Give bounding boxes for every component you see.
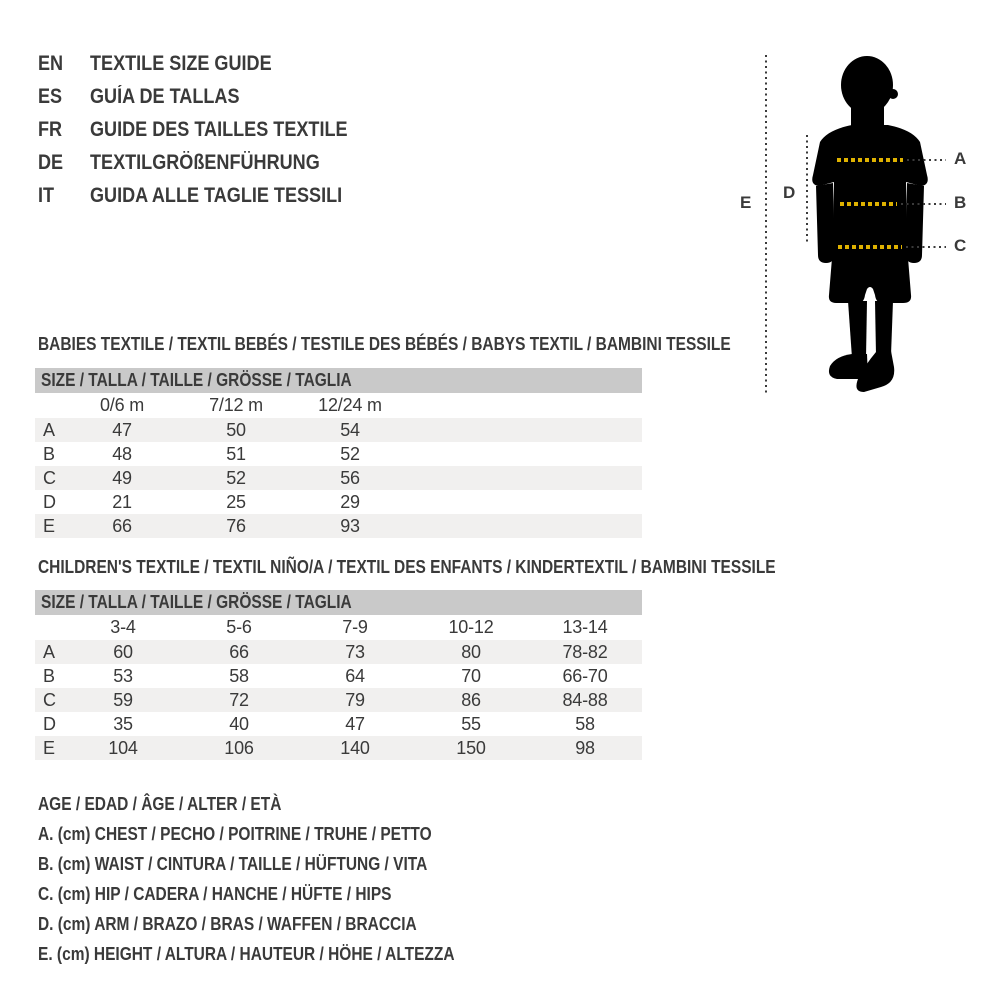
language-code: DE — [38, 150, 64, 174]
language-title: GUIDA ALLE TAGLIE TESSILI — [90, 183, 343, 207]
column-header: 0/6 m — [99, 395, 145, 415]
cell-value: 58 — [575, 713, 595, 734]
cell-value: 50 — [226, 419, 246, 440]
legend-text: D. (cm) ARM / BRAZO / BRAS / WAFFEN / BRACCIA — [38, 913, 417, 934]
children-section-title-text: CHILDREN'S TEXTILE / TEXTIL NIÑO/A / TEXTIL DES ENFANTS / KINDERTEXTIL / BAMBINI TESSILE — [38, 557, 776, 577]
language-code: ES — [38, 84, 63, 108]
cell-value: 60 — [113, 641, 133, 662]
row-label: B — [43, 443, 55, 464]
column-header: 10-12 — [448, 617, 494, 637]
table-row-c — [35, 466, 642, 490]
legend-text: AGE / EDAD / ÂGE / ALTER / ETÀ — [38, 793, 282, 814]
row-label: E — [43, 737, 55, 758]
measure-label-a: A — [954, 149, 967, 168]
size-header-text: SIZE / TALLA / TAILLE / GRÖSSE / TAGLIA — [41, 370, 352, 390]
legend-text: A. (cm) CHEST / PECHO / POITRINE / TRUHE / PETTO — [38, 823, 432, 844]
table-row-d — [35, 712, 642, 736]
size-header-text: SIZE / TALLA / TAILLE / GRÖSSE / TAGLIA — [41, 592, 352, 612]
table-row-b — [35, 442, 642, 466]
language-row-fr — [38, 113, 389, 146]
cell-value: 72 — [229, 689, 249, 710]
measure-label-e: E — [740, 193, 752, 212]
table-row-a — [35, 418, 642, 442]
column-header: 3-4 — [110, 617, 136, 637]
legend-line-chest — [38, 819, 522, 849]
table-row-c — [35, 688, 642, 712]
legend-text: E. (cm) HEIGHT / ALTURA / HAUTEUR / HÖHE / ALTEZZA — [38, 943, 455, 964]
cell-value: 93 — [340, 515, 360, 536]
cell-value: 70 — [461, 665, 481, 686]
cell-value: 104 — [108, 737, 138, 758]
column-header: 7-9 — [342, 617, 368, 637]
cell-value: 54 — [340, 419, 360, 440]
table-row-a — [35, 640, 642, 664]
legend-text: C. (cm) HIP / CADERA / HANCHE / HÜFTE / HIPS — [38, 883, 392, 904]
cell-value: 47 — [345, 713, 365, 734]
babies-section-title-text: BABIES TEXTILE / TEXTIL BEBÉS / TESTILE DES BÉBÉS / BABYS TEXTIL / BAMBINI TESSILE — [38, 334, 731, 354]
language-code: EN — [38, 51, 64, 75]
babies-size-header-bar — [35, 368, 642, 393]
babies-column-header-row — [35, 393, 642, 418]
children-size-header-bar — [35, 590, 642, 615]
cell-value: 55 — [461, 713, 481, 734]
cell-value: 56 — [340, 467, 360, 488]
language-row-es — [38, 80, 389, 113]
cell-value: 51 — [226, 443, 246, 464]
measure-label-c: C — [954, 236, 967, 255]
cell-value: 58 — [229, 665, 249, 686]
cell-value: 52 — [226, 467, 246, 488]
children-section-title — [38, 557, 896, 578]
table-row-b — [35, 664, 642, 688]
row-label: B — [43, 665, 55, 686]
cell-value: 78-82 — [562, 641, 608, 662]
cell-value: 49 — [112, 467, 132, 488]
table-row-e — [35, 514, 642, 538]
language-title-list — [38, 47, 389, 212]
language-code: IT — [38, 183, 55, 207]
cell-value: 35 — [113, 713, 133, 734]
cell-value: 76 — [226, 515, 246, 536]
cell-value: 80 — [461, 641, 481, 662]
cell-value: 79 — [345, 689, 365, 710]
row-label: A — [43, 419, 55, 440]
cell-value: 21 — [112, 491, 132, 512]
cell-value: 59 — [113, 689, 133, 710]
cell-value: 48 — [112, 443, 132, 464]
measure-label-b: B — [954, 193, 967, 212]
language-title: TEXTILE SIZE GUIDE — [90, 51, 272, 75]
babies-section-title — [38, 334, 843, 355]
legend-text: B. (cm) WAIST / CINTURA / TAILLE / HÜFTUNG / VITA — [38, 853, 428, 874]
cell-value: 40 — [229, 713, 249, 734]
language-code: FR — [38, 117, 63, 141]
column-header: 13-14 — [562, 617, 608, 637]
measurement-legend — [38, 789, 522, 969]
cell-value: 140 — [340, 737, 370, 758]
column-header: 5-6 — [226, 617, 252, 637]
row-label: D — [43, 713, 56, 734]
table-row-d — [35, 490, 642, 514]
language-row-it — [38, 179, 389, 212]
row-label: E — [43, 515, 55, 536]
row-label: D — [43, 491, 56, 512]
language-row-de — [38, 146, 389, 179]
row-label: C — [43, 467, 56, 488]
cell-value: 66 — [229, 641, 249, 662]
cell-value: 150 — [456, 737, 486, 758]
children-size-table — [35, 590, 642, 760]
table-row-e — [35, 736, 642, 760]
cell-value: 66-70 — [562, 665, 608, 686]
language-title: GUIDE DES TAILLES TEXTILE — [90, 117, 348, 141]
legend-line-age — [38, 789, 522, 819]
cell-value: 25 — [226, 491, 246, 512]
row-label: C — [43, 689, 56, 710]
cell-value: 64 — [345, 665, 365, 686]
legend-line-height — [38, 939, 522, 969]
measure-label-d: D — [783, 183, 796, 202]
language-title: TEXTILGRÖßENFÜHRUNG — [90, 150, 320, 174]
cell-value: 73 — [345, 641, 365, 662]
row-label: A — [43, 641, 55, 662]
cell-value: 98 — [575, 737, 595, 758]
cell-value: 84-88 — [562, 689, 608, 710]
cell-value: 106 — [224, 737, 254, 758]
language-title: GUÍA DE TALLAS — [90, 84, 240, 108]
column-header: 12/24 m — [318, 395, 382, 415]
cell-value: 52 — [340, 443, 360, 464]
cell-value: 47 — [112, 419, 132, 440]
legend-line-waist — [38, 849, 522, 879]
cell-value: 29 — [340, 491, 360, 512]
babies-size-table — [35, 368, 642, 538]
children-column-header-row — [35, 615, 642, 640]
legend-line-hip — [38, 879, 522, 909]
column-header: 7/12 m — [209, 395, 263, 415]
cell-value: 66 — [112, 515, 132, 536]
language-row-en — [38, 47, 389, 80]
cell-value: 86 — [461, 689, 481, 710]
legend-line-arm — [38, 909, 522, 939]
cell-value: 53 — [113, 665, 133, 686]
